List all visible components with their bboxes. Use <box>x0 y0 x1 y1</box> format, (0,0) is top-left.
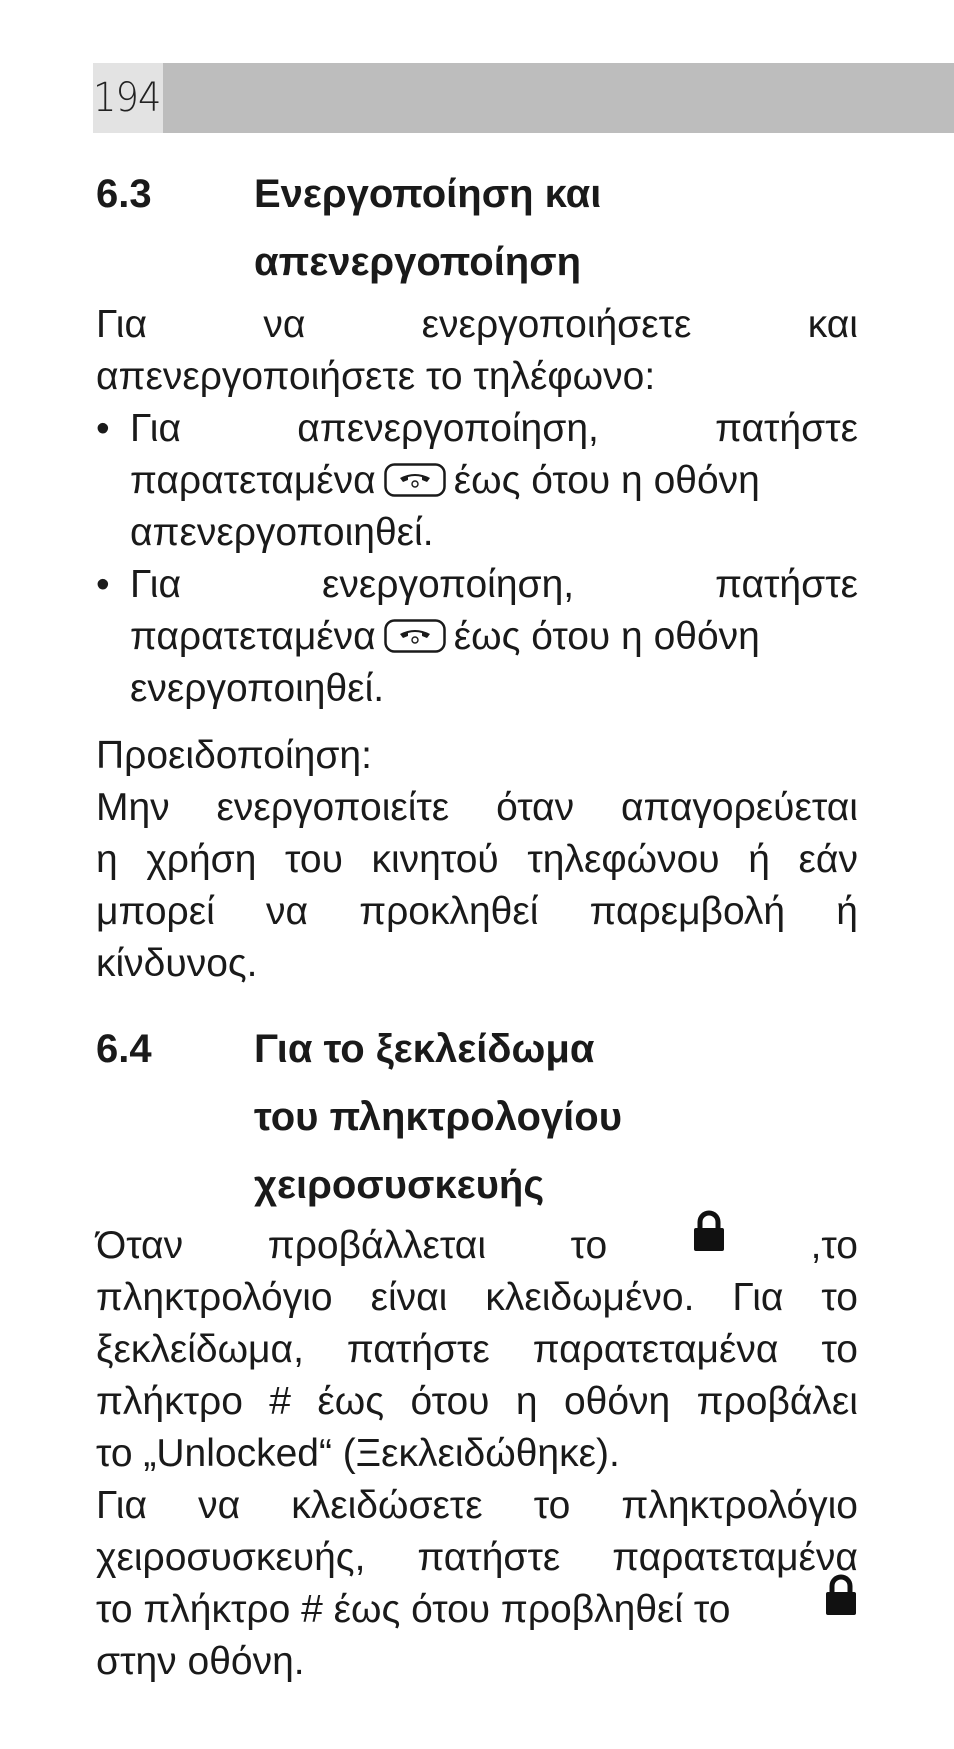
header-bar <box>93 63 954 133</box>
justified-line: Για να ενεργοποιήσετε και <box>96 303 858 346</box>
section-title <box>254 160 854 296</box>
justified-line: Για να κλειδώσετε το πληκτρολόγιο <box>96 1484 858 1527</box>
justified-line: χειροσυσκευής, πατήστε παρατεταμένα <box>96 1536 858 1579</box>
end-call-key-icon <box>384 463 446 497</box>
section-number: 6.4 <box>96 1027 152 1071</box>
justified-line: το πλήκτρο # έως ότου προβληθεί το <box>96 1584 858 1636</box>
text-line: παρατεταμένα έως ότου η οθόνη <box>130 615 760 658</box>
justified-line: πλήκτρο # έως ότου η οθόνη προβάλει <box>96 1380 858 1423</box>
section-title-line: χειροσυσκευής <box>254 1163 545 1207</box>
justified-line: Μην ενεργοποιείτε όταν απαγορεύεται <box>96 786 858 829</box>
justified-line: Όταν προβάλλεται το ,το <box>96 1220 858 1272</box>
section-number: 6.3 <box>96 172 152 216</box>
section-title <box>254 1015 854 1219</box>
lock-icon <box>692 1210 726 1252</box>
bullet-mark: • <box>96 407 110 450</box>
justified-line: Για απενεργοποίηση, πατήστε <box>130 407 858 450</box>
lock-icon <box>824 1574 858 1616</box>
section-title-line: Ενεργοποίηση και <box>254 172 602 216</box>
text-line: παρατεταμένα έως ότου η οθόνη <box>130 459 760 502</box>
section-title-line: Για το ξεκλείδωμα <box>254 1027 595 1071</box>
text-line: απενεργοποιήσετε το τηλέφωνο: <box>96 355 656 398</box>
section-6-3-intro <box>96 299 858 403</box>
text-line: στην οθόνη. <box>96 1640 305 1683</box>
section-title-line: του πληκτρολογίου <box>254 1095 622 1139</box>
text-line: το „Unlocked“ (Ξεκλειδώθηκε). <box>96 1432 620 1475</box>
justified-line: Για ενεργοποίηση, πατήστε <box>130 563 858 606</box>
text-line: κίνδυνος. <box>96 942 258 985</box>
justified-line: μπορεί να προκληθεί παρεμβολή ή <box>96 890 858 933</box>
text-line: απενεργοποιηθεί. <box>130 511 434 554</box>
text-line: ενεργοποιηθεί. <box>130 667 385 710</box>
page-number: 194 <box>93 75 161 121</box>
end-call-key-icon <box>384 619 446 653</box>
bullet-list <box>96 403 858 715</box>
justified-line: ξεκλείδωμα, πατήστε παρατεταμένα το <box>96 1328 858 1371</box>
bullet-item-power-off <box>96 403 858 559</box>
section-6-4-paragraph-2 <box>96 1480 858 1688</box>
bullet-mark: • <box>96 563 110 606</box>
justified-line: πληκτρολόγιο είναι κλειδωμένο. Για το <box>96 1276 858 1319</box>
warning-block <box>96 730 858 990</box>
justified-line: η χρήση του κινητού τηλεφώνου ή εάν <box>96 838 858 881</box>
bullet-item-power-on <box>96 559 858 715</box>
section-title-line: απενεργοποίηση <box>254 240 582 284</box>
section-6-4-paragraph-1 <box>96 1220 858 1480</box>
warning-label: Προειδοποίηση: <box>96 734 372 777</box>
